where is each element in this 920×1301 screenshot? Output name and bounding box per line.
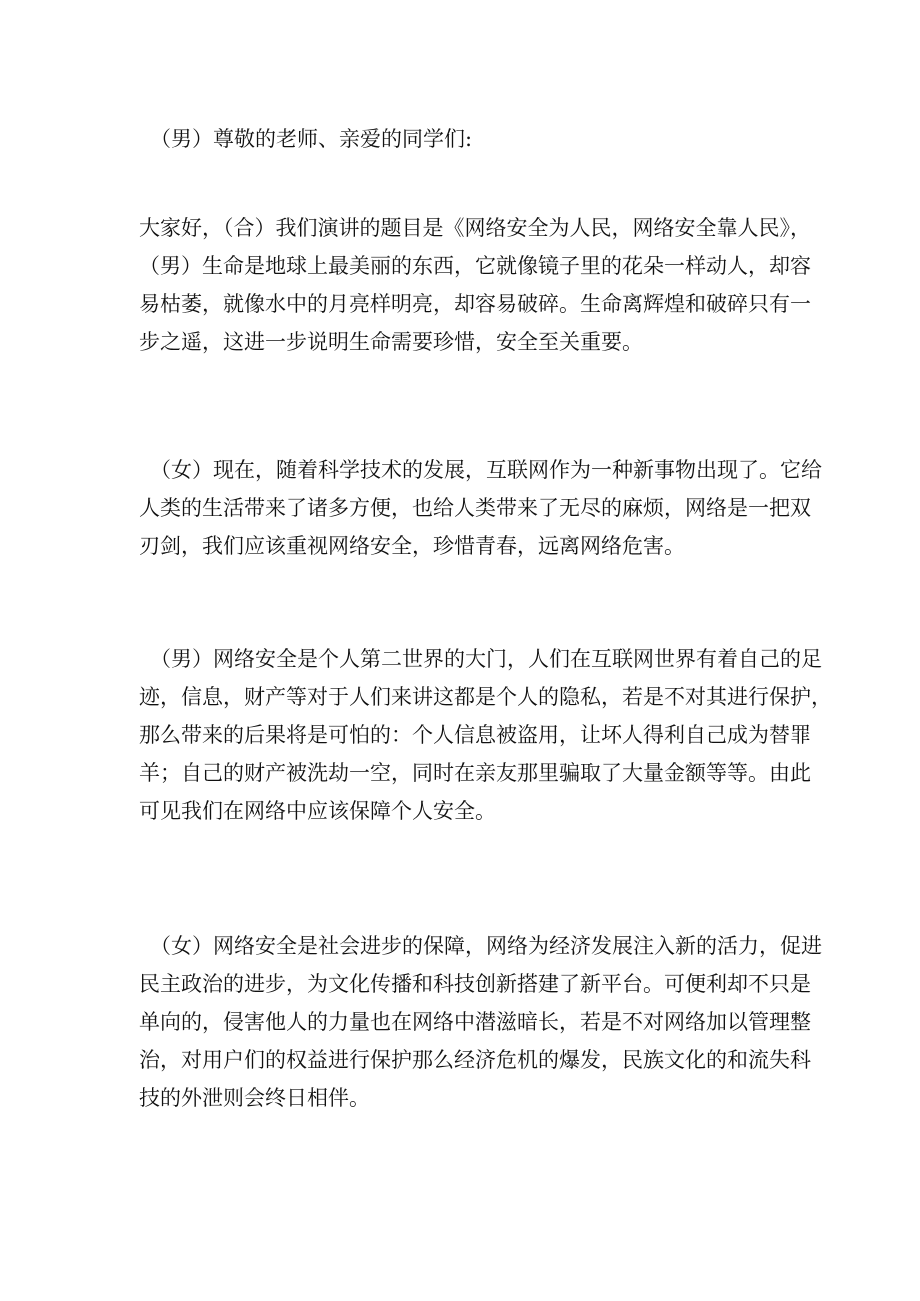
paragraph-3 <box>139 640 832 830</box>
paragraph-line: 治，对用户们的权益进行保护那么经济危机的爆发，民族文化的和流失科 <box>139 1048 811 1072</box>
greeting-paragraph <box>139 120 799 158</box>
paragraph-line: 单向的，侵害他人的力量也在网络中潜滋暗长，若是不对网络加以管理整 <box>139 1010 811 1034</box>
paragraph-line: 步之遥，这进一步说明生命需要珍惜，安全至关重要。 <box>139 330 643 354</box>
paragraph-2 <box>139 451 822 565</box>
paragraph-line: 大家好，（合）我们演讲的题目是《网络安全为人民，网络安全靠人民》， <box>139 216 811 240</box>
paragraph-line: 易枯萎，就像水中的月亮样明亮，却容易破碎。生命离辉煌和破碎只有一 <box>139 292 811 316</box>
paragraph-4 <box>139 927 822 1117</box>
paragraph-line: 可见我们在网络中应该保障个人安全。 <box>139 799 496 823</box>
paragraph-line: 民主政治的进步，为文化传播和科技创新搭建了新平台。可便利却不只是 <box>139 972 811 996</box>
paragraph-line: 技的外泄则会终日相伴。 <box>139 1086 370 1110</box>
paragraph-line: 迹，信息，财产等对于人们来讲这都是个人的隐私，若是不对其进行保护， <box>139 685 832 709</box>
greeting-line: （男）尊敬的老师、亲爱的同学们: <box>150 127 473 151</box>
paragraph-line: （女）现在，随着科学技术的发展，互联网作为一种新事物出现了。它给 <box>150 458 822 482</box>
paragraph-line: 那么带来的后果将是可怕的：个人信息被盗用，让坏人得利自己成为替罪 <box>139 723 811 747</box>
paragraph-1 <box>139 209 811 361</box>
paragraph-line: 人类的生活带来了诸多方便，也给人类带来了无尽的麻烦，网络是一把双 <box>139 496 811 520</box>
paragraph-line: （男）生命是地球上最美丽的东西，它就像镜子里的花朵一样动人，却容 <box>139 254 811 278</box>
paragraph-line: 羊；自己的财产被洗劫一空，同时在亲友那里骗取了大量金额等等。由此 <box>139 761 811 785</box>
paragraph-line: 刃剑，我们应该重视网络安全，珍惜青春，远离网络危害。 <box>139 534 685 558</box>
paragraph-line: （男）网络安全是个人第二世界的大门，人们在互联网世界有着自己的足 <box>150 647 822 671</box>
paragraph-line: （女）网络安全是社会进步的保障，网络为经济发展注入新的活力，促进 <box>150 934 822 958</box>
